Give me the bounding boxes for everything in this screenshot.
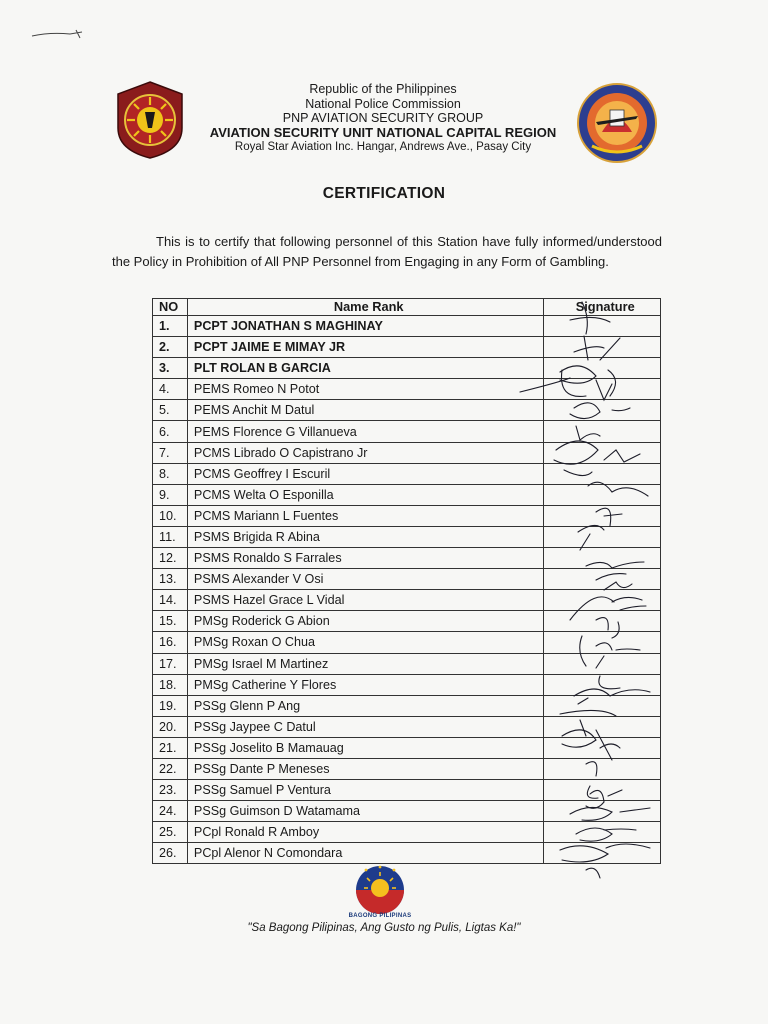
row-name-rank: PSMS Alexander V Osi bbox=[187, 569, 544, 590]
letterhead-line-avsegroup: PNP AVIATION SECURITY GROUP bbox=[282, 111, 484, 125]
row-number: 24. bbox=[153, 801, 188, 822]
letterhead-line-unit: AVIATION SECURITY UNIT NATIONAL CAPITAL REGION bbox=[209, 124, 557, 140]
row-name-rank: PEMS Anchit M Datul bbox=[187, 400, 544, 421]
row-number: 21. bbox=[153, 737, 188, 758]
row-name-rank: PSSg Dante P Meneses bbox=[187, 758, 544, 779]
row-number: 18. bbox=[153, 674, 188, 695]
pnp-seal-icon bbox=[112, 80, 188, 160]
row-number: 16. bbox=[153, 632, 188, 653]
row-number: 25. bbox=[153, 822, 188, 843]
letterhead bbox=[200, 82, 566, 155]
row-name-rank: PMSg Israel M Martinez bbox=[187, 653, 544, 674]
row-name-rank: PSMS Hazel Grace L Vidal bbox=[187, 590, 544, 611]
row-number: 15. bbox=[153, 611, 188, 632]
row-name-rank: PCMS Librado O Capistrano Jr bbox=[187, 442, 544, 463]
pen-mark bbox=[30, 26, 90, 46]
row-name-rank: PSMS Ronaldo S Farrales bbox=[187, 548, 544, 569]
document-title: CERTIFICATION bbox=[322, 185, 446, 202]
bagong-pilipinas-logo-icon bbox=[350, 864, 410, 916]
row-name-rank: PEMS Florence G Villanueva bbox=[187, 421, 544, 442]
row-number: 19. bbox=[153, 695, 188, 716]
row-number: 4. bbox=[153, 379, 188, 400]
certification-statement: This is to certify that following personnel of this Station have fully informed/understood the Policy in Prohibition of All PNP Personnel from Engaging in any Form of Gambling. bbox=[112, 234, 662, 269]
row-name-rank: PLT ROLAN B GARCIA bbox=[187, 358, 544, 379]
aviation-security-unit-seal-icon bbox=[572, 82, 662, 164]
row-number: 23. bbox=[153, 780, 188, 801]
row-name-rank: PSSg Jaypee C Datul bbox=[187, 716, 544, 737]
row-name-rank: PSSg Samuel P Ventura bbox=[187, 780, 544, 801]
row-number: 26. bbox=[153, 843, 188, 864]
motto: "Sa Bagong Pilipinas, Ang Gusto ng Pulis, Ligtas Ka!" bbox=[247, 922, 521, 934]
row-number: 11. bbox=[153, 526, 188, 547]
row-number: 17. bbox=[153, 653, 188, 674]
row-name-rank: PSSg Guimson D Watamama bbox=[187, 801, 544, 822]
row-name-rank: PEMS Romeo N Potot bbox=[187, 379, 544, 400]
row-name-rank: PMSg Roxan O Chua bbox=[187, 632, 544, 653]
row-number: 9. bbox=[153, 484, 188, 505]
row-number: 3. bbox=[153, 358, 188, 379]
header-no: NO bbox=[153, 299, 188, 316]
row-name-rank: PCMS Welta O Esponilla bbox=[187, 484, 544, 505]
row-number: 1. bbox=[153, 316, 188, 337]
row-name-rank: PMSg Catherine Y Flores bbox=[187, 674, 544, 695]
row-number: 8. bbox=[153, 463, 188, 484]
row-name-rank: PMSg Roderick G Abion bbox=[187, 611, 544, 632]
row-name-rank: PCMS Mariann L Fuentes bbox=[187, 505, 544, 526]
row-number: 13. bbox=[153, 569, 188, 590]
row-number: 20. bbox=[153, 716, 188, 737]
row-number: 2. bbox=[153, 337, 188, 358]
letterhead-line-republic: Republic of the Philippines bbox=[309, 82, 457, 96]
row-name-rank: PSSg Glenn P Ang bbox=[187, 695, 544, 716]
row-name-rank: PSSg Joselito B Mamauag bbox=[187, 737, 544, 758]
row-name-rank: PSMS Brigida R Abina bbox=[187, 526, 544, 547]
row-name-rank: PCPT JAIME E MIMAY JR bbox=[187, 337, 544, 358]
row-name-rank: PCPT JONATHAN S MAGHINAY bbox=[187, 316, 544, 337]
row-name-rank: PCpl Alenor N Comondara bbox=[187, 843, 544, 864]
bagong-pilipinas-logo-text: BAGONG PILIPINAS bbox=[348, 913, 412, 919]
row-name-rank: PCMS Geoffrey I Escuril bbox=[187, 463, 544, 484]
header-signature: Signature bbox=[544, 299, 661, 316]
letterhead-line-napolcom: National Police Commission bbox=[305, 96, 461, 111]
header-name-rank: Name Rank bbox=[187, 299, 544, 316]
row-number: 14. bbox=[153, 590, 188, 611]
handwritten-signatures bbox=[500, 300, 670, 880]
row-number: 7. bbox=[153, 442, 188, 463]
letterhead-line-address: Royal Star Aviation Inc. Hangar, Andrews Ave., Pasay City bbox=[234, 141, 532, 153]
row-number: 6. bbox=[153, 421, 188, 442]
row-name-rank: PCpl Ronald R Amboy bbox=[187, 822, 544, 843]
row-number: 10. bbox=[153, 505, 188, 526]
row-number: 12. bbox=[153, 548, 188, 569]
row-number: 5. bbox=[153, 400, 188, 421]
row-number: 22. bbox=[153, 758, 188, 779]
